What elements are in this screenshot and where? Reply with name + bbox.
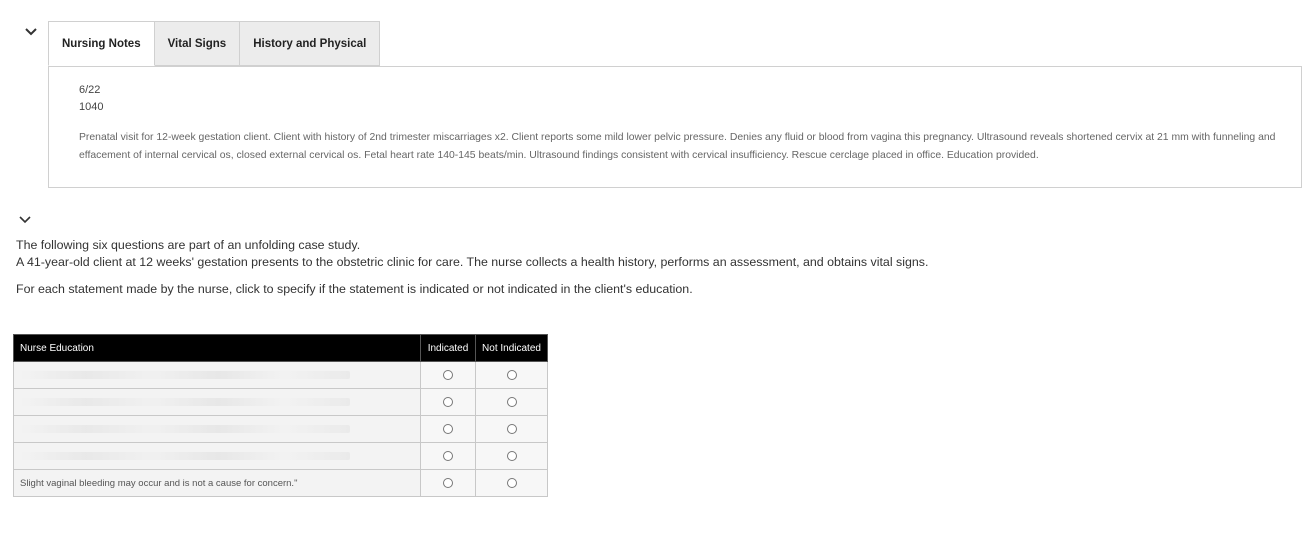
not-indicated-cell [476,470,548,497]
table-row [14,389,548,416]
note-time: 1040 [79,101,104,113]
tab-nursing-notes[interactable]: Nursing Notes [48,21,155,66]
not-indicated-radio[interactable] [507,397,517,407]
statement-cell [14,443,421,470]
indicated-cell [421,443,476,470]
indicated-cell [421,416,476,443]
indicated-cell [421,389,476,416]
indicated-radio[interactable] [443,424,453,434]
collapse-question-chevron-icon[interactable] [18,213,32,227]
statement-cell [14,389,421,416]
indicated-cell [421,362,476,389]
not-indicated-cell [476,389,548,416]
nursing-notes-panel [48,66,1302,188]
indicated-cell [421,470,476,497]
case-study-intro-line2: A 41-year-old client at 12 weeks' gestation presents to the obstetric clinic for care. The nurse collects a health history, performs an assessment, and obtains vital signs. [16,255,929,269]
blurred-statement [20,452,350,460]
note-date: 6/22 [79,84,101,96]
not-indicated-radio[interactable] [507,370,517,380]
not-indicated-cell [476,416,548,443]
table-row [14,443,548,470]
note-text: Prenatal visit for 12-week gestation client. Client with history of 2nd trimester miscarriages x2. Client reports some mild lower pelvic pressure. Denies any fluid or blood from vagina this pregnancy. Ultrasound reveals shortened cervix at 21 mm with funneling and effacement of internal cervical os, closed external cervical os. Fetal heart rate 140-145 beats/min. Ultrasound findings consistent with cervical insufficiency. Rescue cerclage placed in office. Education provided. [79,132,1276,161]
table-row [14,416,548,443]
header-nurse-education: Nurse Education [14,335,421,362]
blurred-statement [20,371,350,379]
nurse-education-table [13,334,548,497]
not-indicated-radio[interactable] [507,478,517,488]
statement-cell [14,362,421,389]
record-tabs [48,21,380,67]
indicated-radio[interactable] [443,478,453,488]
not-indicated-radio[interactable] [507,424,517,434]
indicated-radio[interactable] [443,397,453,407]
indicated-radio[interactable] [443,451,453,461]
indicated-radio[interactable] [443,370,453,380]
case-study-intro-line1: The following six questions are part of an unfolding case study. [16,238,361,252]
table-header-row [14,335,548,362]
blurred-statement [20,425,350,433]
statement-cell [14,416,421,443]
statement-cell: Slight vaginal bleeding may occur and is not a cause for concern." [14,470,421,497]
not-indicated-cell [476,362,548,389]
table-row [14,362,548,389]
blurred-statement [20,398,350,406]
header-not-indicated: Not Indicated [476,335,548,362]
question-instruction: For each statement made by the nurse, click to specify if the statement is indicated or not indicated in the client's education. [16,282,693,296]
tab-history-and-physical[interactable]: History and Physical [240,21,380,66]
tab-vital-signs[interactable]: Vital Signs [155,21,241,66]
not-indicated-radio[interactable] [507,451,517,461]
not-indicated-cell [476,443,548,470]
header-indicated: Indicated [421,335,476,362]
table-row [14,470,548,497]
collapse-notes-chevron-icon[interactable] [24,25,38,39]
